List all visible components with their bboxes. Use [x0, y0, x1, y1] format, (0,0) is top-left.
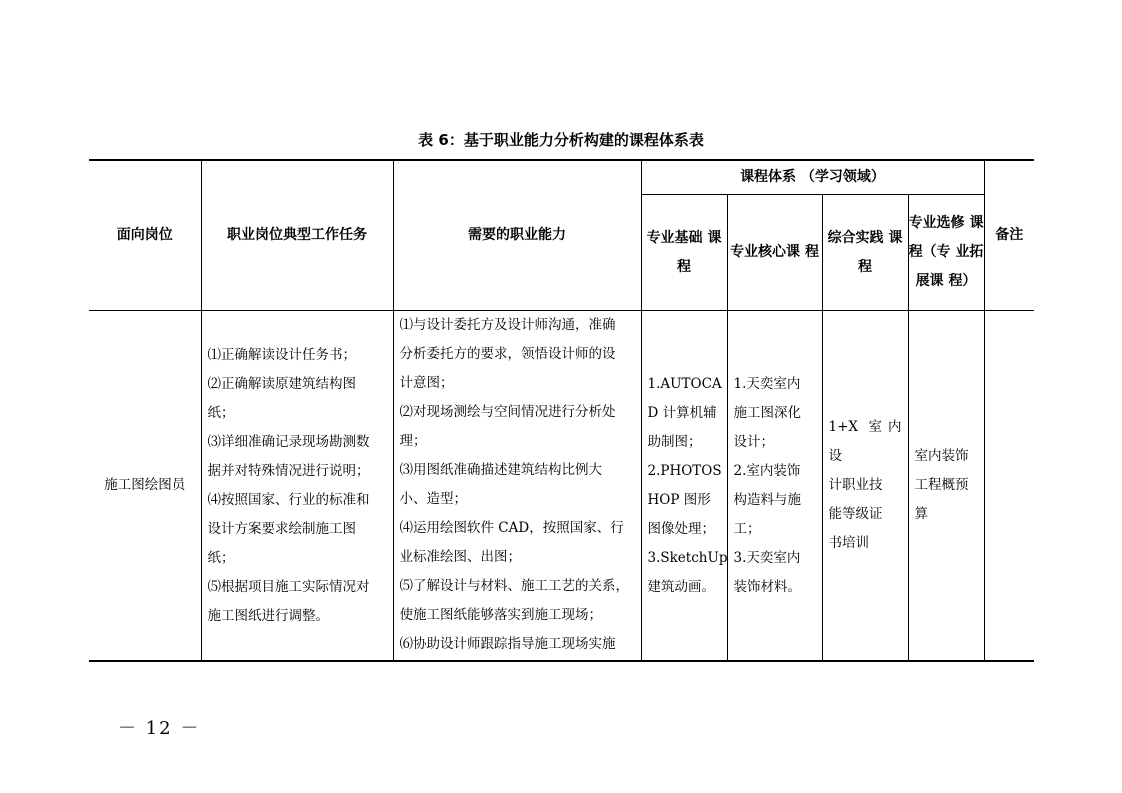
cell-elective-courses: 室内装饰 工程概预 算	[908, 311, 984, 662]
table-row	[89, 311, 1034, 662]
cell-practice-courses: 1+X 室内设 计职业技 能等级证 书培训	[822, 311, 908, 662]
cell-tasks: ⑴正确解读设计任务书； ⑵正确解读原建筑结构图 纸； ⑶详细准确记录现场勘测数 据并对特殊情况进行说明； ⑷按照国家、行业的标准和 设计方案要求绘制施工图 纸； ⑸根据项目施工实际情况对 施工图纸进行调整。	[201, 311, 393, 662]
header-basic-courses: 专业基础 课程	[641, 195, 727, 311]
header-practice-courses: 综合实践 课程	[822, 195, 908, 311]
cell-abilities: ⑴与设计委托方及设计师沟通，准确 分析委托方的要求，领悟设计师的设 计意图； ⑵对现场测绘与空间情况进行分析处 理； ⑶用图纸准确描述建筑结构比例大 小、造型； ⑷运用绘图软件 CAD，按照国家、行 业标准绘图、出图； ⑸了解设计与材料、施工工艺的关系， 使施工图纸能够落实到施工现场； ⑹协助设计师跟踪指导施工现场实施	[393, 311, 641, 662]
course-system-table	[89, 159, 1034, 662]
header-course-system: 课程体系 （学习领域）	[641, 160, 984, 195]
header-abilities: 需要的职业能力	[393, 160, 641, 311]
header-core-courses: 专业核心课 程	[727, 195, 822, 311]
header-elective-courses: 专业选修 课程（专 业拓展课 程）	[908, 195, 984, 311]
header-tasks: 职业岗位典型工作任务	[201, 160, 393, 311]
table-caption: 表 6：基于职业能力分析构建的课程体系表	[418, 131, 704, 149]
header-remark: 备注	[984, 160, 1034, 311]
page-number: － 12 －	[118, 718, 201, 739]
cell-basic-courses: 1.AUTOCA D 计算机辅 助制图； 2.PHOTOS HOP 图形 图像处理； 3.SketchUp 建筑动画。	[641, 311, 727, 662]
cell-position: 施工图绘图员	[89, 311, 201, 662]
header-position: 面向岗位	[89, 160, 201, 311]
cell-core-courses: 1.天奕室内 施工图深化 设计； 2.室内装饰 构造料与施 工； 3.天奕室内 装饰材料。	[727, 311, 822, 662]
cell-remark	[984, 311, 1034, 662]
